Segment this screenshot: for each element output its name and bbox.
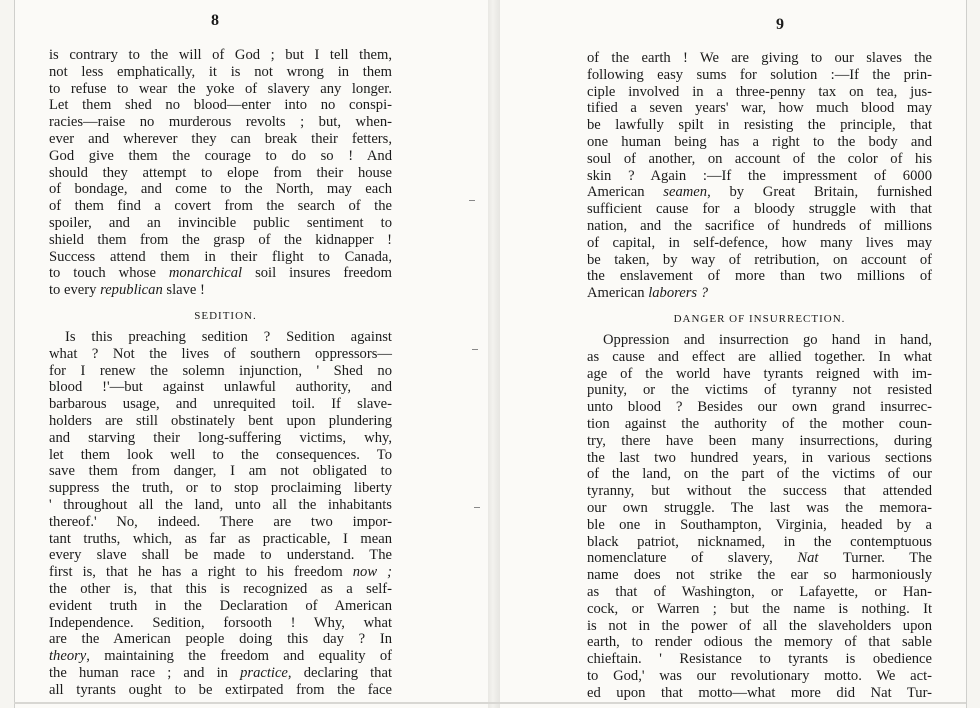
text-line: of capital, in self-defence, how many lives may	[587, 234, 932, 251]
text-line: first is, that he has a right to his freedom now ;	[49, 564, 392, 581]
text-line: American seamen, by Great Britain, furnished	[587, 184, 932, 201]
text-line: age of the world have tyrants reigned with im-	[587, 365, 932, 382]
text-line: the other is, that this is recognized as a self-	[49, 580, 392, 597]
text-line: be taken, by way of retribution, on account of	[587, 251, 932, 268]
text-line: not less emphatically, it is not wrong in them	[49, 63, 392, 80]
text-line: soul of another, on account of the color of his	[587, 150, 932, 167]
text-line: blood !'—but against unlawful authority, and	[49, 379, 392, 396]
text-line: sufficient cause for a bloody struggle with that	[587, 201, 932, 218]
text-line: of bondage, and come to the North, may each	[49, 181, 392, 198]
text-line: let them look well to the consequences. To	[49, 446, 392, 463]
text-line: to touch whose monarchical soil insures freedom	[49, 265, 392, 282]
text-line: spoiler, and an invincible public sentiment to	[49, 214, 392, 231]
right-page-text	[587, 50, 932, 701]
text-line: is contrary to the will of God ; but I tell them,	[49, 47, 392, 63]
text-line: God give them the courage to do so ! And	[49, 147, 392, 164]
text-line: chieftain. ' Resistance to tyrants is obedience	[587, 651, 932, 668]
text-line: should they attempt to elope from their house	[49, 164, 392, 181]
left-page-text	[49, 47, 392, 698]
text-line: ciple involved in a three-penny tax on tea, jus-	[587, 83, 932, 100]
text-line: tant truths, which, as far as practicable, I mean	[49, 530, 392, 547]
text-line: to refuse to wear the yoke of slavery any longer.	[49, 80, 392, 97]
text-line: Let them shed no blood—enter into no conspi-	[49, 97, 392, 114]
text-line: punity, or the victims of tyranny not resisted	[587, 382, 932, 399]
text-line: for I renew the solemn injunction, ' Shed no	[49, 362, 392, 379]
text-line: black patriot, nicknamed, in the contemptuous	[587, 533, 932, 550]
section-heading: DANGER OF INSURRECTION.	[673, 312, 846, 325]
gutter-mark	[469, 200, 475, 201]
text-line: to God,' was our revolutionary motto. We act-	[587, 667, 932, 684]
text-line: Independence. Sedition, forsooth ! Why, what	[49, 614, 392, 631]
text-line: racies—raise no murderous revolts ; but, when-	[49, 114, 392, 131]
gutter-mark	[474, 507, 480, 508]
text-line: cock, or Warren ; but the name is nothing. It	[587, 600, 932, 617]
text-line: nation, and the sacrifice of hundreds of millions	[587, 217, 932, 234]
text-line: is not in the power of all the slaveholders upon	[587, 617, 932, 634]
text-line: try, there have been many insurrections, during	[587, 432, 932, 449]
text-line: one human being has a right to the body and	[587, 133, 932, 150]
text-line: evident truth in the Declaration of American	[49, 597, 392, 614]
text-line: and starving their long-suffering victims, why,	[49, 429, 392, 446]
text-line: following easy sums for solution :—If the prin-	[587, 66, 932, 83]
left-page	[14, 0, 489, 708]
text-line: American laborers ?	[587, 285, 709, 302]
text-line: as cause and effect are allied together. In what	[587, 348, 932, 365]
text-line: all tyrants ought to be extirpated from the face	[49, 681, 392, 698]
text-line: thereof.' No, indeed. There are two impor-	[49, 513, 392, 530]
text-line: theory, maintaining the freedom and equality of	[49, 648, 392, 665]
text-line: of the earth ! We are giving to our slaves the	[587, 50, 932, 66]
text-line: be lawfully spilt in resisting the principle, that	[587, 117, 932, 134]
text-line: the last two hundred years, in various sections	[587, 449, 932, 466]
text-line: save them from danger, I am not obligated to	[49, 463, 392, 480]
text-line: every slave shall be made to understand. The	[49, 547, 392, 564]
right-page	[500, 0, 967, 708]
text-line: barbarous usage, and unrequited toil. If slave-	[49, 396, 392, 413]
text-line: Is this preaching sedition ? Sedition against	[65, 328, 392, 345]
text-line: of them find a covert from the search of the	[49, 198, 392, 215]
text-line: the enslavement of more than two millions of	[587, 268, 932, 285]
text-line: ble one in Southampton, Virginia, headed by a	[587, 516, 932, 533]
text-line: ' throughout all the land, unto all the inhabitants	[49, 496, 392, 513]
text-line: tyranny, but without the success that attended	[587, 483, 932, 500]
book-gutter	[488, 0, 500, 708]
text-line: what ? Not the lives of southern oppressors—	[49, 345, 392, 362]
text-line: holders are still obstinately bent upon plundering	[49, 412, 392, 429]
text-line: to every republican slave !	[49, 282, 205, 299]
section-heading: SEDITION.	[194, 309, 257, 322]
text-line: the human race ; and in practice, declaring that	[49, 664, 392, 681]
page-number: 9	[776, 16, 785, 33]
text-line: suppress the truth, or to stop proclaiming liberty	[49, 480, 392, 497]
text-line: skin ? Again :—If the impressment of 6000	[587, 167, 932, 184]
text-line: ed upon that motto—what more did Nat Tur-	[587, 684, 932, 701]
text-line: nomenclature of slavery, Nat Turner. The	[587, 550, 932, 567]
text-line: unto blood ? Besides our own grand insurrec-	[587, 399, 932, 416]
text-line: of the land, on the part of the victims of our	[587, 466, 932, 483]
text-line: shield them from the grasp of the kidnapper !	[49, 231, 392, 248]
text-line: tion against the authority of the mother coun-	[587, 415, 932, 432]
text-line: Success attend them in their flight to Canada,	[49, 248, 392, 265]
text-line: our own struggle. The last was the memora-	[587, 499, 932, 516]
gutter-mark	[472, 349, 478, 350]
text-line: earth, to render odious the memory of that sable	[587, 634, 932, 651]
text-line: name does not strike the ear so harmoniously	[587, 567, 932, 584]
text-line: Oppression and insurrection go hand in hand,	[603, 331, 932, 348]
page-edge	[14, 702, 966, 704]
text-line: are the American people doing this day ? In	[49, 631, 392, 648]
page-number: 8	[211, 12, 220, 29]
text-line: tified a seven years' war, how much blood may	[587, 100, 932, 117]
text-line: as that of Washington, or Lafayette, or Han-	[587, 583, 932, 600]
text-line: ever and wherever they can break their fetters,	[49, 130, 392, 147]
